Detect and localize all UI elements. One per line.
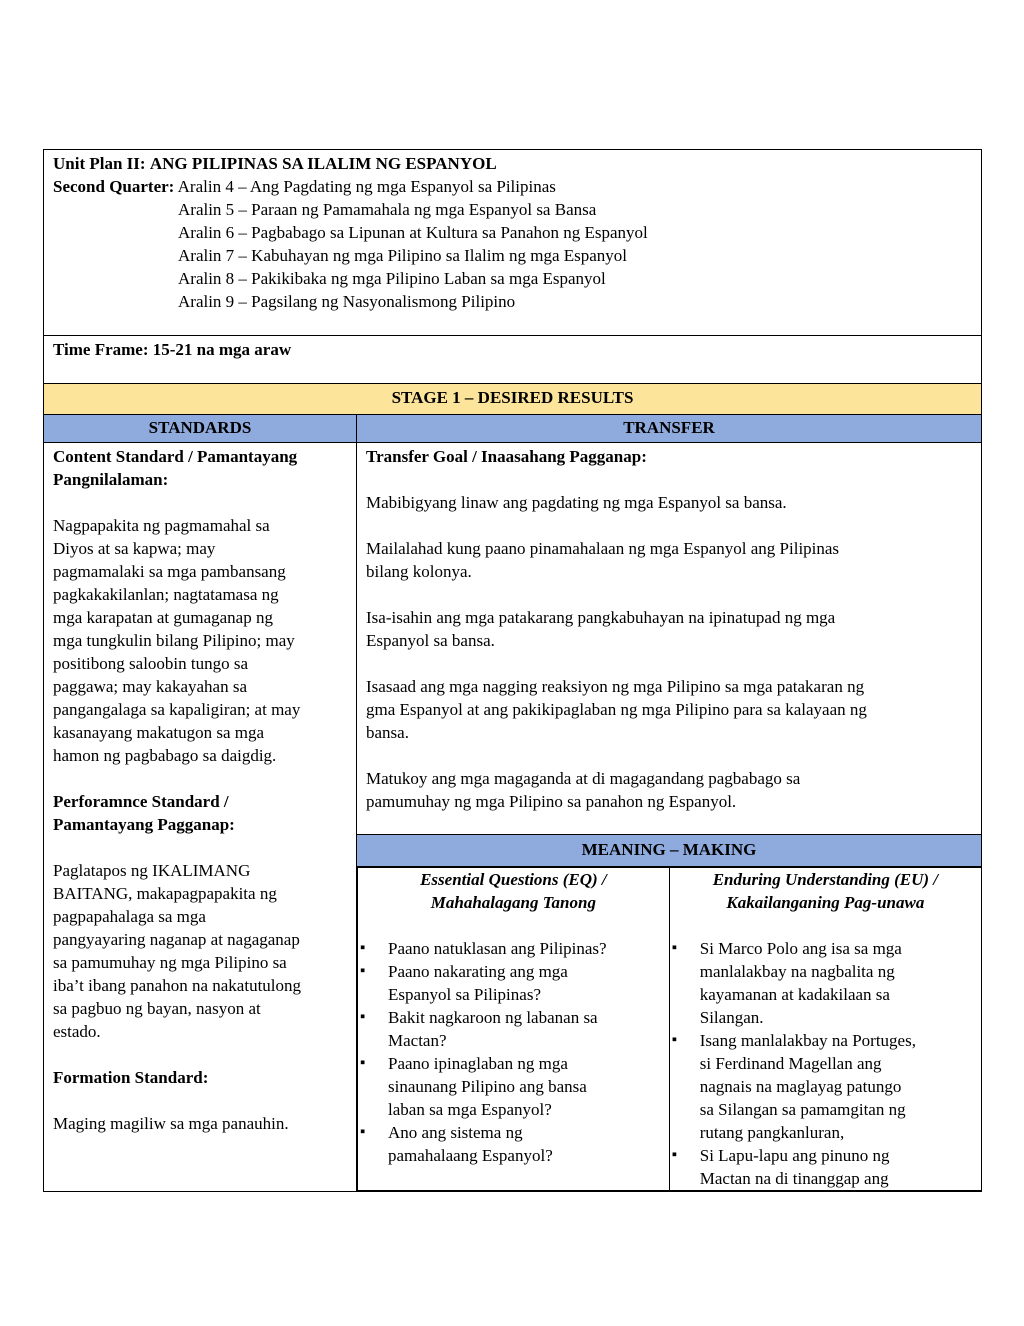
transfer-goal-line: gma Espanyol at ang pakikipaglaban ng mga Pilipino para sa kalayaan ng (366, 700, 867, 719)
time-frame-cell (44, 336, 982, 384)
enduring-understanding-heading: Kakailanganing Pag-unawa (726, 893, 925, 912)
transfer-goal-line: Isasaad ang mga nagging reaksiyon ng mga Pilipino sa mga patakaran ng (366, 677, 865, 696)
content-standard-heading: Pangnilalaman: (53, 470, 169, 489)
list-item: ▪ Ano ang sistema ng pamahalaang Espanyol? (358, 1121, 669, 1167)
content-standard-line: mga karapatan at gumaganap ng (53, 608, 273, 627)
list-item: ▪ Paano natuklasan ang Pilipinas? (358, 937, 669, 960)
standards-column-heading: STANDARDS (44, 415, 357, 443)
aralin-item: Aralin 6 – Pagbabago sa Lipunan at Kultura sa Panahon ng Espanyol (178, 223, 648, 242)
quarter-line (53, 175, 972, 198)
aralin-item: Aralin 8 – Pakikibaka ng mga Pilipino Laban sa mga Espanyol (178, 269, 606, 288)
content-standard-line: positibong saloobin tungo sa (53, 654, 249, 673)
transfer-goal-line: bansa. (366, 723, 409, 742)
list-item: ▪ Paano nakarating ang mga Espanyol sa Pilipinas? (358, 960, 669, 1006)
aralin-item: Aralin 9 – Pagsilang ng Nasyonalismong Pilipino (178, 292, 516, 311)
list-item: ▪ Si Lapu-lapu ang pinuno ng Mactan na di tinanggap ang (670, 1144, 981, 1190)
content-standard-heading: Content Standard / Pamantayang (53, 447, 298, 466)
content-standard-line: Diyos at sa kapwa; may (53, 539, 216, 558)
performance-standard-line: estado. (53, 1022, 101, 1041)
content-standard-line: pangangalaga sa kapaligiran; at may (53, 700, 301, 719)
quarter-label: Second Quarter: (53, 177, 175, 196)
transfer-goal-line: Isa-isahin ang mga patakarang pangkabuhayan na ipinatupad ng mga (366, 608, 836, 627)
unit-plan-table (43, 149, 982, 1192)
time-frame-text: Time Frame: 15-21 na mga araw (53, 340, 292, 359)
transfer-goal-line: Espanyol sa bansa. (366, 631, 495, 650)
transfer-goal-line: Mabibigyang linaw ang pagdating ng mga Espanyol sa bansa. (366, 493, 787, 512)
list-item: ▪ Bakit nagkaroon ng labanan sa Mactan? (358, 1006, 669, 1052)
enduring-understanding-column (669, 868, 981, 1191)
standards-cell (44, 443, 357, 1192)
transfer-goal-line: Matukoy ang mga magaganda at di magagandang pagbabago sa (366, 769, 801, 788)
performance-standard-line: pangyayaring naganap at nagaganap (53, 930, 300, 949)
unit-plan-label: Unit Plan II: (53, 154, 146, 173)
essential-questions-list (358, 937, 669, 1167)
content-standard-line: Nagpapakita ng pagmamahal sa (53, 516, 270, 535)
essential-questions-heading: Mahahalagang Tanong (430, 893, 596, 912)
transfer-goal-heading: Transfer Goal / Inaasahang Pagganap: (366, 447, 647, 466)
performance-standard-heading: Pamantayang Pagganap: (53, 815, 235, 834)
unit-plan-document (43, 149, 981, 1192)
stage-heading: STAGE 1 – DESIRED RESULTS (44, 384, 982, 415)
performance-standard-heading: Perforamnce Standard / (53, 792, 229, 811)
formation-standard-heading: Formation Standard: (53, 1068, 209, 1087)
essential-questions-heading: Essential Questions (EQ) / (420, 870, 607, 889)
performance-standard-line: sa pagbuo ng bayan, nasyon at (53, 999, 261, 1018)
unit-plan-title (53, 152, 972, 175)
transfer-goal-line: Mailalahad kung paano pinamahalaan ng mga Espanyol ang Pilipinas (366, 539, 840, 558)
aralin-item: Aralin 7 – Kabuhayan ng mga Pilipino sa Ilalim ng mga Espanyol (178, 246, 628, 265)
list-item: ▪ Si Marco Polo ang isa sa mga manlalakbay na nagbalita ng kayamanan at kadakilaan sa Silangan. (670, 937, 981, 1029)
meaning-making-cell (357, 867, 982, 1192)
content-standard-line: kasanayang makatugon sa mga (53, 723, 265, 742)
performance-standard-line: BAITANG, makapagpapakita ng (53, 884, 277, 903)
essential-questions-column (358, 868, 670, 1191)
enduring-understanding-heading: Enduring Understanding (EU) / (712, 870, 939, 889)
performance-standard-line: iba’t ibang panahon na nakatutulong (53, 976, 302, 995)
unit-plan-title-value: ANG PILIPINAS SA ILALIM NG ESPANYOL (149, 154, 497, 173)
content-standard-line: hamon ng pagbabago sa daigdig. (53, 746, 277, 765)
aralin-item: Aralin 5 – Paraan ng Pamamahala ng mga Espanyol sa Bansa (178, 200, 597, 219)
meaning-making-table (357, 867, 981, 1191)
performance-standard-line: pagpapahalaga sa mga (53, 907, 206, 926)
transfer-goal-line: pamumuhay ng mga Pilipino sa panahon ng Espanyol. (366, 792, 737, 811)
content-standard-line: pagmamalaki sa mga pambansang (53, 562, 286, 581)
meaning-making-heading: MEANING – MAKING (357, 835, 982, 867)
content-standard-line: mga tungkulin bilang Pilipino; may (53, 631, 295, 650)
formation-standard-text: Maging magiliw sa mga panauhin. (53, 1114, 289, 1133)
list-item: ▪ Isang manlalakbay na Portuges, si Ferdinand Magellan ang nagnais na maglayag patungo sa Silangan sa pamamgitan ng rutang pangkanluran, (670, 1029, 981, 1144)
enduring-understanding-list (670, 937, 981, 1190)
performance-standard-line: sa pamumuhay ng mga Pilipino sa (53, 953, 287, 972)
aralin-item: Aralin 4 – Ang Pagdating ng mga Espanyol sa Pilipinas (177, 177, 556, 196)
content-standard-line: pagkakakilanlan; nagtatamasa ng (53, 585, 279, 604)
transfer-goal-line: bilang kolonya. (366, 562, 472, 581)
performance-standard-line: Paglatapos ng IKALIMANG (53, 861, 251, 880)
list-item: ▪ Paano ipinaglaban ng mga sinaunang Pilipino ang bansa laban sa mga Espanyol? (358, 1052, 669, 1121)
transfer-column-heading: TRANSFER (357, 415, 982, 443)
transfer-goal-cell (357, 443, 982, 835)
content-standard-line: paggawa; may kakayahan sa (53, 677, 247, 696)
unit-plan-header (44, 150, 982, 336)
